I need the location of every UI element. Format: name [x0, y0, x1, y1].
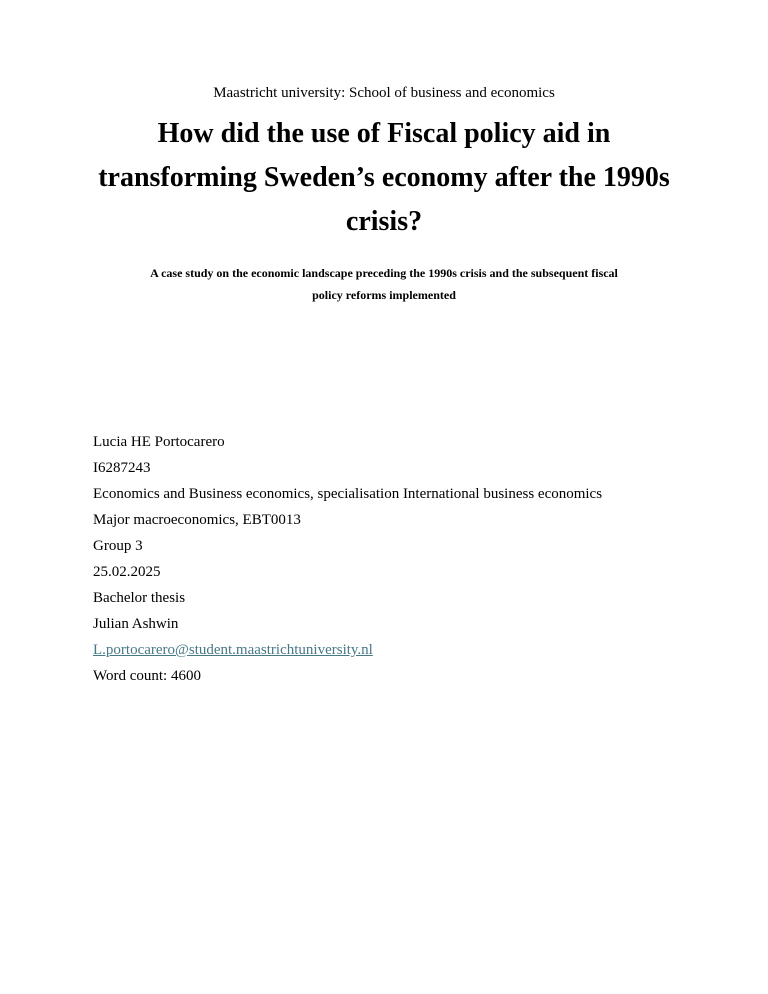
thesis-title [40, 112, 728, 244]
thesis-subtitle-line: policy reforms implemented [312, 288, 456, 302]
document-type: Bachelor thesis [93, 590, 186, 606]
author-name: Lucia HE Portocarero [93, 434, 225, 450]
group-number: Group 3 [93, 538, 143, 554]
thesis-subtitle [60, 262, 708, 306]
supervisor-name: Julian Ashwin [93, 616, 179, 632]
major-course: Major macroeconomics, EBT0013 [93, 512, 301, 528]
study-programme: Economics and Business economics, specialisation International business economics [93, 486, 603, 502]
submission-date: 25.02.2025 [93, 564, 161, 580]
institution-line: Maastricht university: School of business and economics [213, 85, 555, 101]
thesis-subtitle-line: A case study on the economic landscape preceding the 1990s crisis and the subsequent fiscal [150, 266, 618, 280]
student-id: I6287243 [93, 460, 151, 476]
word-count: Word count: 4600 [93, 668, 201, 684]
thesis-title-line: transforming Sweden’s economy after the 1990s [98, 162, 670, 193]
author-details [93, 429, 728, 689]
email-row [93, 637, 728, 663]
thesis-title-line: crisis? [345, 206, 423, 237]
thesis-title-line: How did the use of Fiscal policy aid in [157, 118, 611, 149]
email-link[interactable]: L.portocarero@student.maastrichtuniversity.nl [93, 642, 373, 658]
